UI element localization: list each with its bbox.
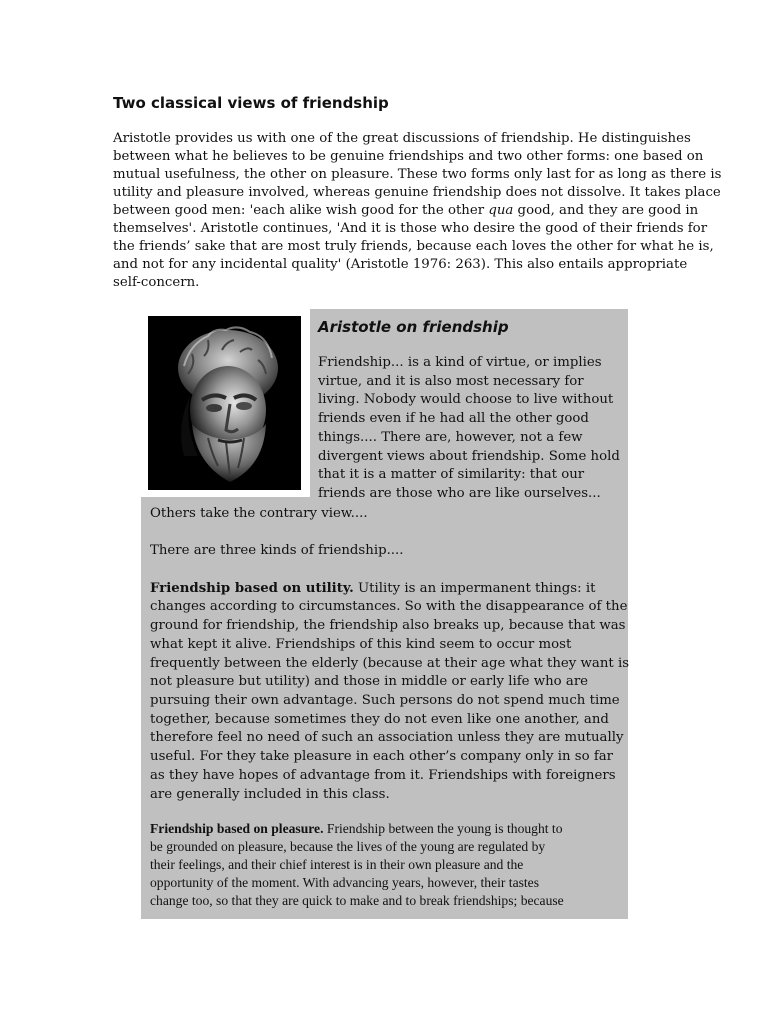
intro-line: self-concern. [113,275,200,290]
portrait-bust-image [148,316,301,490]
utility-text: Utility is an impermanent things: it [353,580,596,596]
quote-body [150,505,629,804]
pleasure-line: opportunity of the moment. With advancing years, however, their tastes [150,874,540,890]
paragraph-gap [150,561,629,580]
pleasure-line: be grounded on pleasure, because the lives of the young are regulated by [150,838,546,854]
aristotle-portrait [148,316,301,490]
pleasure-text: Friendship between the young is thought to [323,821,563,836]
pleasure-line [150,820,564,838]
intro-line: themselves'. Aristotle continues, 'And it is those who desire the good of their friends for [113,221,708,236]
quote-line: that it is a matter of similarity: that our [318,467,585,483]
intro-line: the friends’ sake that are most truly friends, because each loves the other for what he is, [113,239,714,254]
utility-line: useful. For they take pleasure in each other’s company only in so far [150,749,614,765]
pleasure-line: change too, so that they are quick to make and to break friendships; because [150,892,564,908]
utility-line: therefore feel no need of such an association unless they are mutually [150,730,624,746]
intro-line: and not for any incidental quality' (Aristotle 1976: 263). This also entails appropriate [113,257,688,272]
quote-line: things.... There are, however, not a few [318,429,583,445]
intro-line: between what he believes to be genuine friendships and two other forms: one based on [113,149,704,164]
italic-qua: qua [488,203,514,218]
pleasure-label: Friendship based on pleasure. [150,821,324,836]
intro-line: utility and pleasure involved, whereas genuine friendship does not dissolve. It takes place [113,185,721,200]
utility-line: frequently between the elderly (because at their age what they want is [150,655,630,671]
paragraph-gap [150,524,629,543]
quote-box-title: Aristotle on friendship [318,318,509,336]
utility-line: ground for friendship, the friendship also breaks up, because that was [150,618,626,634]
utility-line: together, because sometimes they do not even like one another, and [150,711,609,727]
quote-line: friends even if he had all the other good [318,411,589,427]
utility-line: are generally included in this class. [150,786,390,802]
pleasure-line: their feelings, and their chief interest is in their own pleasure and the [150,856,524,872]
quote-line: friends are those who are like ourselves... [318,485,601,501]
intro-text: good, and they are good in [513,203,699,218]
intro-line: Aristotle provides us with one of the great discussions of friendship. He distinguishes [113,131,691,146]
quote-line: Friendship... is a kind of virtue, or implies [318,355,602,370]
quote-line: divergent views about friendship. Some hold [318,448,620,464]
utility-line: as they have hopes of advantage from it. Friendships with foreigners [150,767,616,783]
intro-line: mutual usefulness, the other on pleasure. These two forms only last for as long as there is [113,167,722,182]
intro-line [113,202,699,220]
quote-line: virtue, and it is also most necessary for [318,373,584,389]
utility-line: not pleasure but utility) and those in middle or early life who are [150,674,589,690]
utility-line: changes according to circumstances. So with the disappearance of the [150,599,628,615]
utility-label: Friendship based on utility. [150,580,354,596]
intro-paragraph [113,130,722,292]
utility-line: pursuing their own advantage. Such persons do not spend much time [150,693,620,708]
utility-line: what kept it alive. Friendships of this kind seem to occur most [150,636,572,652]
intro-text: between good men: 'each alike wish good for the other [113,203,489,218]
pleasure-paragraph [150,820,564,910]
page-heading: Two classical views of friendship [113,94,389,112]
quote-line: Others take the contrary view.... [150,506,368,521]
quote-line: living. Nobody would choose to live without [318,392,614,408]
three-kinds-line: There are three kinds of friendship.... [150,543,404,559]
quote-paragraph-virtue [318,354,620,504]
utility-line [150,580,629,599]
